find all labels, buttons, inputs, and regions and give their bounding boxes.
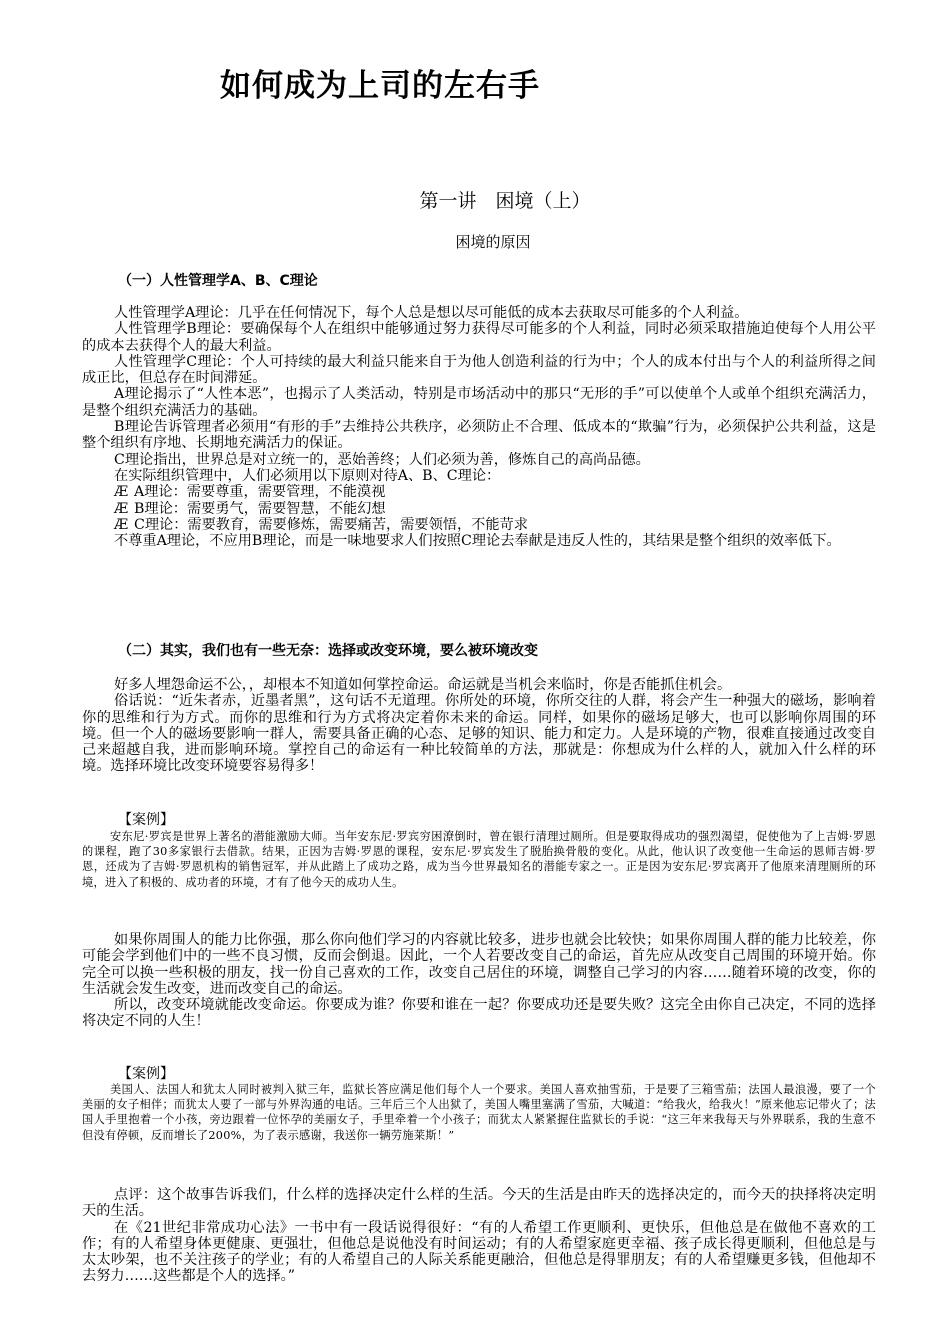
bullet-item bbox=[82, 517, 876, 533]
case-label: 【案例】 bbox=[118, 1066, 174, 1082]
section1-heading: （一）人性管理学A、B、C理论 bbox=[118, 273, 318, 289]
paragraph: 不尊重A理论，不应用B理论，而是一味地要求人们按照C理论去奉献是违反人性的，其结果是整个组织的效率低下。 bbox=[114, 533, 841, 550]
section2-heading: （二）其实，我们也有一些无奈：选择或改变环境，要么被环境改变 bbox=[118, 643, 538, 659]
paragraph: 点评：这个故事告诉我们，什么样的选择决定什么样的生活。今天的生活是由昨天的选择决定的，而今天的抉择将决定明天的生活。 bbox=[82, 1187, 876, 1220]
paragraph: A理论揭示了“人性本恶”，也揭示了人类活动，特别是市场活动中的那只“无形的手”可以使单个人或单个组织充满活力，是整个组织充满活力的基础。 bbox=[82, 386, 876, 419]
bullet-item bbox=[82, 484, 876, 500]
bullet-symbol: Æ bbox=[114, 484, 129, 501]
section-subtitle: 困境的原因 bbox=[455, 233, 531, 251]
bullet-symbol: Æ bbox=[114, 500, 129, 517]
paragraph: 俗话说：“近朱者赤，近墨者黑”，这句话不无道理。你所处的环境，你所交往的人群，将会产生一种强大的磁场，影响着你的思维和行为方式。而你的思维和行为方式将决定着你未来的命运。同样，如果你的磁场足够大，也可以影响你周围的环境。但一个人的磁场要影响一群人，需要具备正确的心态、足够的知识、能力和定力。人是环境的产物，很难直接通过改变自己来超越自我，进而影响环境。掌控自己的命运有一种比较简单的方法，那就是：你想成为什么样的人，就加入什么样的环境。选择环境比改变环境要容易得多！ bbox=[82, 693, 876, 775]
paragraph: 所以，改变环境就能改变命运。你要成为谁？你要和谁在一起？你要成功还是要失败？这完全由你自己决定，不同的选择将决定不同的人生！ bbox=[82, 997, 876, 1030]
case-label: 【案例】 bbox=[118, 812, 174, 828]
paragraph: 人性管理学A理论：几乎在任何情况下，每个人总是想以尽可能低的成本去获取尽可能多的个人利益。 bbox=[114, 305, 749, 321]
document-title: 如何成为上司的左右手 bbox=[220, 68, 540, 104]
case-text: 安东尼·罗宾是世界上著名的潜能激励大师。当年安东尼·罗宾穷困潦倒时，曾在银行清理过厕所。但是要取得成功的强烈渴望，促使他为了上吉姆·罗恩的课程，跑了30多家银行去借款。结果，正因为吉姆·罗恩的课程，安东尼·罗宾发生了脱胎换骨般的变化。从此，他认识了改变他一生命运的恩师吉姆·罗恩，还成为了吉姆·罗恩机构的销售冠军，并从此踏上了成功之路，成为当今世界最知名的潜能专家之一。正是因为安东尼·罗宾离开了他原来清理厕所的环境，进入了积极的、成功者的环境，才有了他今天的成功人生。 bbox=[82, 830, 876, 889]
bullet-item bbox=[82, 501, 876, 517]
bullet-symbol: Æ bbox=[114, 516, 129, 533]
paragraph: 人性管理学C理论：个人可持续的最大利益只能来自于为他人创造利益的行为中；个人的成本付出与个人的利益所得之间成正比，但总存在时间滞延。 bbox=[82, 353, 876, 387]
case-text: 美国人、法国人和犹太人同时被判入狱三年，监狱长答应满足他们每个人一个要求。美国人喜欢抽雪茄，于是要了三箱雪茄；法国人最浪漫，要了一个美丽的女子相伴；而犹太人要了一部与外界沟通的电话。三年后三个人出狱了，美国人嘴里塞满了雪茄，大喊道：“给我火，给我火！”原来他忘记带火了；法国人手里抱着一个小孩，旁边跟着一位怀孕的美丽女子，手里牵着一个小孩子；而犹太人紧紧握住监狱长的手说：“这三年来我每天与外界联系，我的生意不但没有停顿，反而增长了200%，为了表示感谢，我送你一辆劳施莱斯！” bbox=[82, 1083, 876, 1142]
section2-body-3 bbox=[82, 1187, 876, 1285]
paragraph: 人性管理学B理论：要确保每个人在组织中能够通过努力获得尽可能多的个人利益，同时必须采取措施迫使每个人用公平的成本去获得个人的最大利益。 bbox=[82, 321, 876, 354]
paragraph: 好多人埋怨命运不公，，却根本不知道如何掌控命运。命运就是当机会来临时，你是否能抓住机会。 bbox=[114, 677, 732, 693]
section1-body bbox=[82, 305, 876, 549]
bullet-text: B理论：需要勇气，需要智慧，不能幻想 bbox=[134, 500, 386, 517]
paragraph: 在《21世纪非常成功心法》一书中有一段话说得很好：“有的人希望工作更顺利、更快乐，但他总是在做他不喜欢的工作；有的人希望身体更健康、更强壮，但他总是说他没有时间运动；有的人希望家庭更幸福、孩子成长得更顺利，但他总是与太太吵架，也不关注孩子的学业；有的人希望自己的人际关系能更融洽，但他总是得罪朋友；有的人希望赚更多钱，但他却不去努力……这些都是个人的选择。” bbox=[82, 1219, 876, 1285]
paragraph: C理论指出，世界总是对立统一的，恶始善终；人们必须为善，修炼自己的高尚品德。 bbox=[114, 451, 650, 468]
paragraph: 在实际组织管理中，人们必须用以下原则对待A、B、C理论： bbox=[114, 467, 501, 484]
paragraph: 如果你周围人的能力比你强，那么你向他们学习的内容就比较多，进步也就会比较快；如果你周围人群的能力比较差，你可能会学到他们中的一些不良习惯，反而会倒退。因此，一个人若要改变自己的命运，首先应从改变自己周围的环境开始。你完全可以换一些积极的朋友，找一份自己喜欢的工作，改变自己居住的环境，调整自己学习的内容……随着环境的改变，你的生活就会发生改变，进而改变自己的命运。 bbox=[82, 932, 876, 997]
bullet-text: A理论：需要尊重，需要管理，不能漠视 bbox=[134, 484, 386, 501]
section2-body-1 bbox=[82, 677, 876, 775]
section2-body-2 bbox=[82, 932, 876, 1030]
lecture-heading: 第一讲 困境（上） bbox=[419, 190, 591, 212]
bullet-text: C理论：需要教育，需要修炼，需要痛苦，需要领悟，不能苛求 bbox=[134, 516, 528, 533]
paragraph: B理论告诉管理者必须用“有形的手”去维持公共秩序，必须防止不合理、低成本的“欺骗”行为，必须保护公共利益，这是整个组织有序地、长期地充满活力的保证。 bbox=[82, 419, 876, 452]
